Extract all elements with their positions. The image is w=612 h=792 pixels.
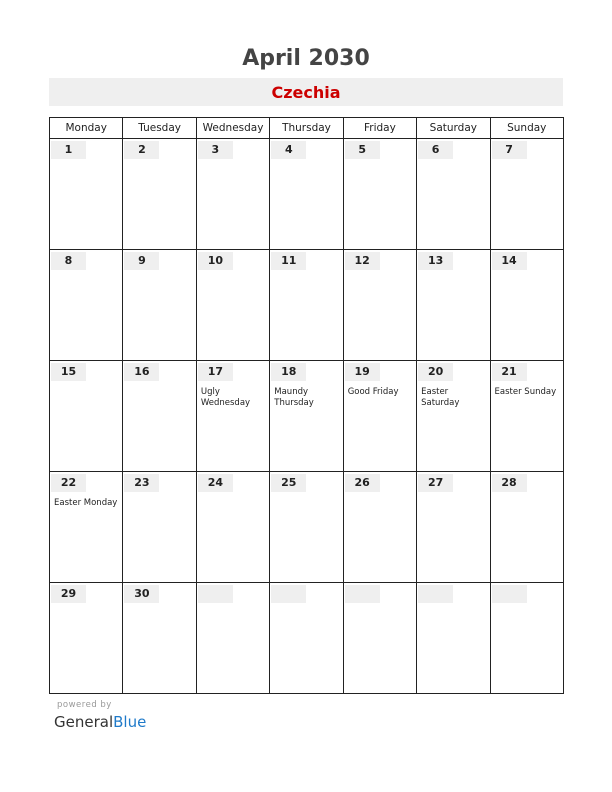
day-cell[interactable] — [490, 139, 563, 250]
weekday-header: Wednesday — [196, 118, 269, 139]
day-cell[interactable] — [270, 583, 343, 694]
week-row — [50, 472, 564, 583]
day-number — [345, 585, 380, 603]
day-cell[interactable] — [50, 361, 123, 472]
day-cell[interactable] — [270, 250, 343, 361]
day-cell[interactable] — [490, 472, 563, 583]
week-row — [50, 583, 564, 694]
day-cell[interactable] — [123, 472, 196, 583]
day-number: 7 — [492, 141, 527, 159]
day-cell[interactable] — [123, 583, 196, 694]
weekday-header: Monday — [50, 118, 123, 139]
day-number: 8 — [51, 252, 86, 270]
day-number: 2 — [124, 141, 159, 159]
day-number: 30 — [124, 585, 159, 603]
weekday-header: Saturday — [417, 118, 490, 139]
day-number: 15 — [51, 363, 86, 381]
day-cell[interactable] — [50, 250, 123, 361]
weekday-header-row — [50, 118, 564, 139]
day-cell[interactable] — [343, 361, 416, 472]
day-number: 19 — [345, 363, 380, 381]
brand-name-part2: Blue — [113, 713, 147, 731]
day-number: 14 — [492, 252, 527, 270]
week-row — [50, 250, 564, 361]
day-cell[interactable] — [417, 472, 490, 583]
day-number: 28 — [492, 474, 527, 492]
day-cell[interactable] — [196, 361, 269, 472]
day-cell[interactable] — [50, 139, 123, 250]
day-cell[interactable] — [196, 250, 269, 361]
day-number: 21 — [492, 363, 527, 381]
day-cell[interactable] — [270, 139, 343, 250]
holiday-label: Easter Sunday — [494, 387, 557, 397]
brand-name-part1: General — [54, 713, 114, 731]
day-cell[interactable] — [123, 250, 196, 361]
weekday-header: Thursday — [270, 118, 343, 139]
day-number: 23 — [124, 474, 159, 492]
day-number — [271, 585, 306, 603]
day-cell[interactable] — [343, 583, 416, 694]
country-banner — [49, 78, 563, 106]
day-cell[interactable] — [417, 583, 490, 694]
day-cell[interactable] — [270, 361, 343, 472]
day-number: 3 — [198, 141, 233, 159]
holiday-label: Ugly Wednesday — [200, 387, 251, 408]
day-number: 18 — [271, 363, 306, 381]
weekday-header: Sunday — [490, 118, 563, 139]
day-number: 6 — [418, 141, 453, 159]
day-number: 5 — [345, 141, 380, 159]
day-cell[interactable] — [123, 139, 196, 250]
day-number: 22 — [51, 474, 86, 492]
day-number: 24 — [198, 474, 233, 492]
day-number — [418, 585, 453, 603]
day-number: 16 — [124, 363, 159, 381]
day-number: 20 — [418, 363, 453, 381]
day-number: 27 — [418, 474, 453, 492]
day-cell[interactable] — [417, 361, 490, 472]
day-cell[interactable] — [196, 472, 269, 583]
day-cell[interactable] — [196, 139, 269, 250]
day-number: 25 — [271, 474, 306, 492]
calendar-grid — [49, 117, 564, 694]
generalblue-logo[interactable] — [54, 713, 146, 731]
holiday-label: Easter Monday — [54, 498, 118, 508]
day-cell[interactable] — [196, 583, 269, 694]
day-cell[interactable] — [490, 250, 563, 361]
day-number — [198, 585, 233, 603]
day-cell[interactable] — [270, 472, 343, 583]
holiday-label: Good Friday — [347, 387, 399, 397]
week-row — [50, 361, 564, 472]
day-number: 13 — [418, 252, 453, 270]
day-cell[interactable] — [343, 250, 416, 361]
day-number: 11 — [271, 252, 306, 270]
day-cell[interactable] — [417, 139, 490, 250]
powered-by-text: powered by — [57, 700, 112, 710]
day-cell[interactable] — [343, 472, 416, 583]
week-row — [50, 139, 564, 250]
day-cell[interactable] — [50, 583, 123, 694]
day-cell[interactable] — [343, 139, 416, 250]
holiday-label: Maundy Thursday — [274, 387, 314, 408]
day-number: 29 — [51, 585, 86, 603]
weekday-header: Friday — [343, 118, 416, 139]
weekday-header: Tuesday — [123, 118, 196, 139]
day-number: 26 — [345, 474, 380, 492]
day-cell[interactable] — [50, 472, 123, 583]
country-name: Czechia — [271, 83, 341, 102]
day-number: 10 — [198, 252, 233, 270]
day-cell[interactable] — [123, 361, 196, 472]
day-number: 1 — [51, 141, 86, 159]
day-number: 12 — [345, 252, 380, 270]
day-number — [492, 585, 527, 603]
day-number: 17 — [198, 363, 233, 381]
day-cell[interactable] — [417, 250, 490, 361]
day-cell[interactable] — [490, 361, 563, 472]
calendar-title: April 2030 — [242, 46, 370, 71]
day-number: 4 — [271, 141, 306, 159]
day-cell[interactable] — [490, 583, 563, 694]
day-number: 9 — [124, 252, 159, 270]
holiday-label: Easter Saturday — [421, 387, 460, 408]
